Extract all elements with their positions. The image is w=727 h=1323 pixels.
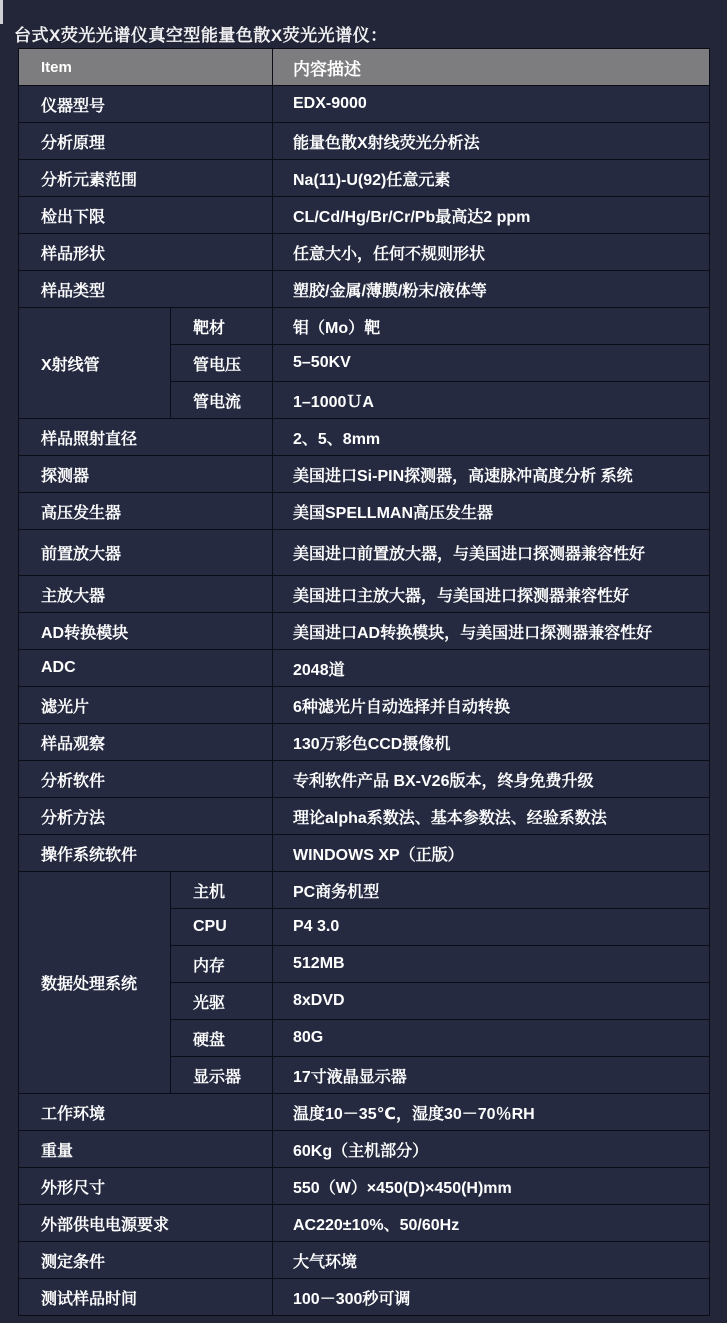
row-label: 样品形状 bbox=[19, 234, 273, 271]
sub-row-value: 1–1000ＵA bbox=[273, 382, 710, 419]
row-value: 6种滤光片自动选择并自动转换 bbox=[273, 687, 710, 724]
sub-row-label: CPU bbox=[171, 909, 273, 946]
row-label: AD转换模块 bbox=[19, 613, 273, 650]
row-value: 任意大小，任何不规则形状 bbox=[273, 234, 710, 271]
table-sub-row bbox=[19, 308, 710, 345]
table-row bbox=[19, 798, 710, 835]
row-value: Na(11)-U(92)任意元素 bbox=[273, 160, 710, 197]
row-label: 仪器型号 bbox=[19, 86, 273, 123]
row-label: 分析元素范围 bbox=[19, 160, 273, 197]
sub-row-value: PC商务机型 bbox=[273, 872, 710, 909]
table-row bbox=[19, 419, 710, 456]
row-value: AC220±10%、50/60Hz bbox=[273, 1205, 710, 1242]
row-label: 操作系统软件 bbox=[19, 835, 273, 872]
row-label: 分析方法 bbox=[19, 798, 273, 835]
table-row bbox=[19, 650, 710, 687]
table-row bbox=[19, 1205, 710, 1242]
table-row bbox=[19, 123, 710, 160]
row-value: 2048道 bbox=[273, 650, 710, 687]
sub-row-label: 光驱 bbox=[171, 983, 273, 1020]
row-label: 主放大器 bbox=[19, 576, 273, 613]
row-label: 重量 bbox=[19, 1131, 273, 1168]
sub-row-value: P4 3.0 bbox=[273, 909, 710, 946]
sub-row-value: 5–50KV bbox=[273, 345, 710, 382]
row-value: CL/Cd/Hg/Br/Cr/Pb最高达2 ppm bbox=[273, 197, 710, 234]
sub-row-value: 17寸液晶显示器 bbox=[273, 1057, 710, 1094]
row-value: 理论alpha系数法、基本参数法、经验系数法 bbox=[273, 798, 710, 835]
row-label: 分析软件 bbox=[19, 761, 273, 798]
table-row bbox=[19, 1094, 710, 1131]
table-row bbox=[19, 1168, 710, 1205]
row-value: WINDOWS XP（正版） bbox=[273, 835, 710, 872]
row-label: 样品观察 bbox=[19, 724, 273, 761]
row-label: 前置放大器 bbox=[19, 530, 273, 576]
table-row bbox=[19, 530, 710, 576]
row-label: 测定条件 bbox=[19, 1242, 273, 1279]
page-title: 台式X荧光光谱仪真空型能量色散X荧光光谱仪： bbox=[14, 26, 388, 45]
table-row bbox=[19, 613, 710, 650]
row-label: 样品照射直径 bbox=[19, 419, 273, 456]
table-row bbox=[19, 1131, 710, 1168]
table-row bbox=[19, 835, 710, 872]
row-value: 美国进口主放大器，与美国进口探测器兼容性好 bbox=[273, 576, 710, 613]
row-label: 工作环境 bbox=[19, 1094, 273, 1131]
sub-row-value: 512MB bbox=[273, 946, 710, 983]
row-label: 外部供电电源要求 bbox=[19, 1205, 273, 1242]
row-value: 能量色散X射线荧光分析法 bbox=[273, 123, 710, 160]
sub-row-value: 80G bbox=[273, 1020, 710, 1057]
row-value: 大气环境 bbox=[273, 1242, 710, 1279]
sub-row-label: 靶材 bbox=[171, 308, 273, 345]
table-row bbox=[19, 234, 710, 271]
sub-row-label: 显示器 bbox=[171, 1057, 273, 1094]
row-value: 美国进口前置放大器，与美国进口探测器兼容性好 bbox=[273, 530, 710, 576]
row-value: 专利软件产品 BX-V26版本，终身免费升级 bbox=[273, 761, 710, 798]
table-sub-row bbox=[19, 872, 710, 909]
sub-row-label: 主机 bbox=[171, 872, 273, 909]
spec-table bbox=[18, 48, 710, 1316]
row-label: 外形尺寸 bbox=[19, 1168, 273, 1205]
sub-row-label: 内存 bbox=[171, 946, 273, 983]
table-row bbox=[19, 687, 710, 724]
row-value: 美国SPELLMAN高压发生器 bbox=[273, 493, 710, 530]
table-row bbox=[19, 576, 710, 613]
group-label: X射线管 bbox=[19, 308, 171, 419]
table-row bbox=[19, 271, 710, 308]
row-label: 测试样品时间 bbox=[19, 1279, 273, 1316]
table-row bbox=[19, 761, 710, 798]
table-row bbox=[19, 456, 710, 493]
row-label: 检出下限 bbox=[19, 197, 273, 234]
table-row bbox=[19, 1242, 710, 1279]
row-value: 塑胶/金属/薄膜/粉末/液体等 bbox=[273, 271, 710, 308]
row-value: 550（W）×450(D)×450(H)mm bbox=[273, 1168, 710, 1205]
sub-row-label: 管电流 bbox=[171, 382, 273, 419]
row-label: 样品类型 bbox=[19, 271, 273, 308]
table-row bbox=[19, 724, 710, 761]
table-header-row bbox=[19, 49, 710, 86]
row-label: 高压发生器 bbox=[19, 493, 273, 530]
sub-row-value: 钼（Mo）靶 bbox=[273, 308, 710, 345]
row-label: 探测器 bbox=[19, 456, 273, 493]
column-header-description: 内容描述 bbox=[273, 49, 710, 86]
row-value: 美国进口AD转换模块，与美国进口探测器兼容性好 bbox=[273, 613, 710, 650]
row-label: 分析原理 bbox=[19, 123, 273, 160]
group-label: 数据处理系统 bbox=[19, 872, 171, 1094]
column-header-item: Item bbox=[19, 49, 273, 86]
table-row bbox=[19, 197, 710, 234]
row-value: EDX-9000 bbox=[273, 86, 710, 123]
row-value: 100－300秒可调 bbox=[273, 1279, 710, 1316]
table-row bbox=[19, 86, 710, 123]
row-value: 温度10－35℃，湿度30－70％RH bbox=[273, 1094, 710, 1131]
sub-row-value: 8xDVD bbox=[273, 983, 710, 1020]
table-row bbox=[19, 493, 710, 530]
sub-row-label: 管电压 bbox=[171, 345, 273, 382]
row-value: 2、5、8mm bbox=[273, 419, 710, 456]
row-label: ADC bbox=[19, 650, 273, 687]
row-value: 130万彩色CCD摄像机 bbox=[273, 724, 710, 761]
sub-row-label: 硬盘 bbox=[171, 1020, 273, 1057]
row-value: 美国进口Si-PIN探测器，高速脉冲高度分析 系统 bbox=[273, 456, 710, 493]
row-label: 滤光片 bbox=[19, 687, 273, 724]
table-row bbox=[19, 160, 710, 197]
selection-artifact-right bbox=[0, 0, 3, 17]
table-row bbox=[19, 1279, 710, 1316]
row-value: 60Kg（主机部分） bbox=[273, 1131, 710, 1168]
